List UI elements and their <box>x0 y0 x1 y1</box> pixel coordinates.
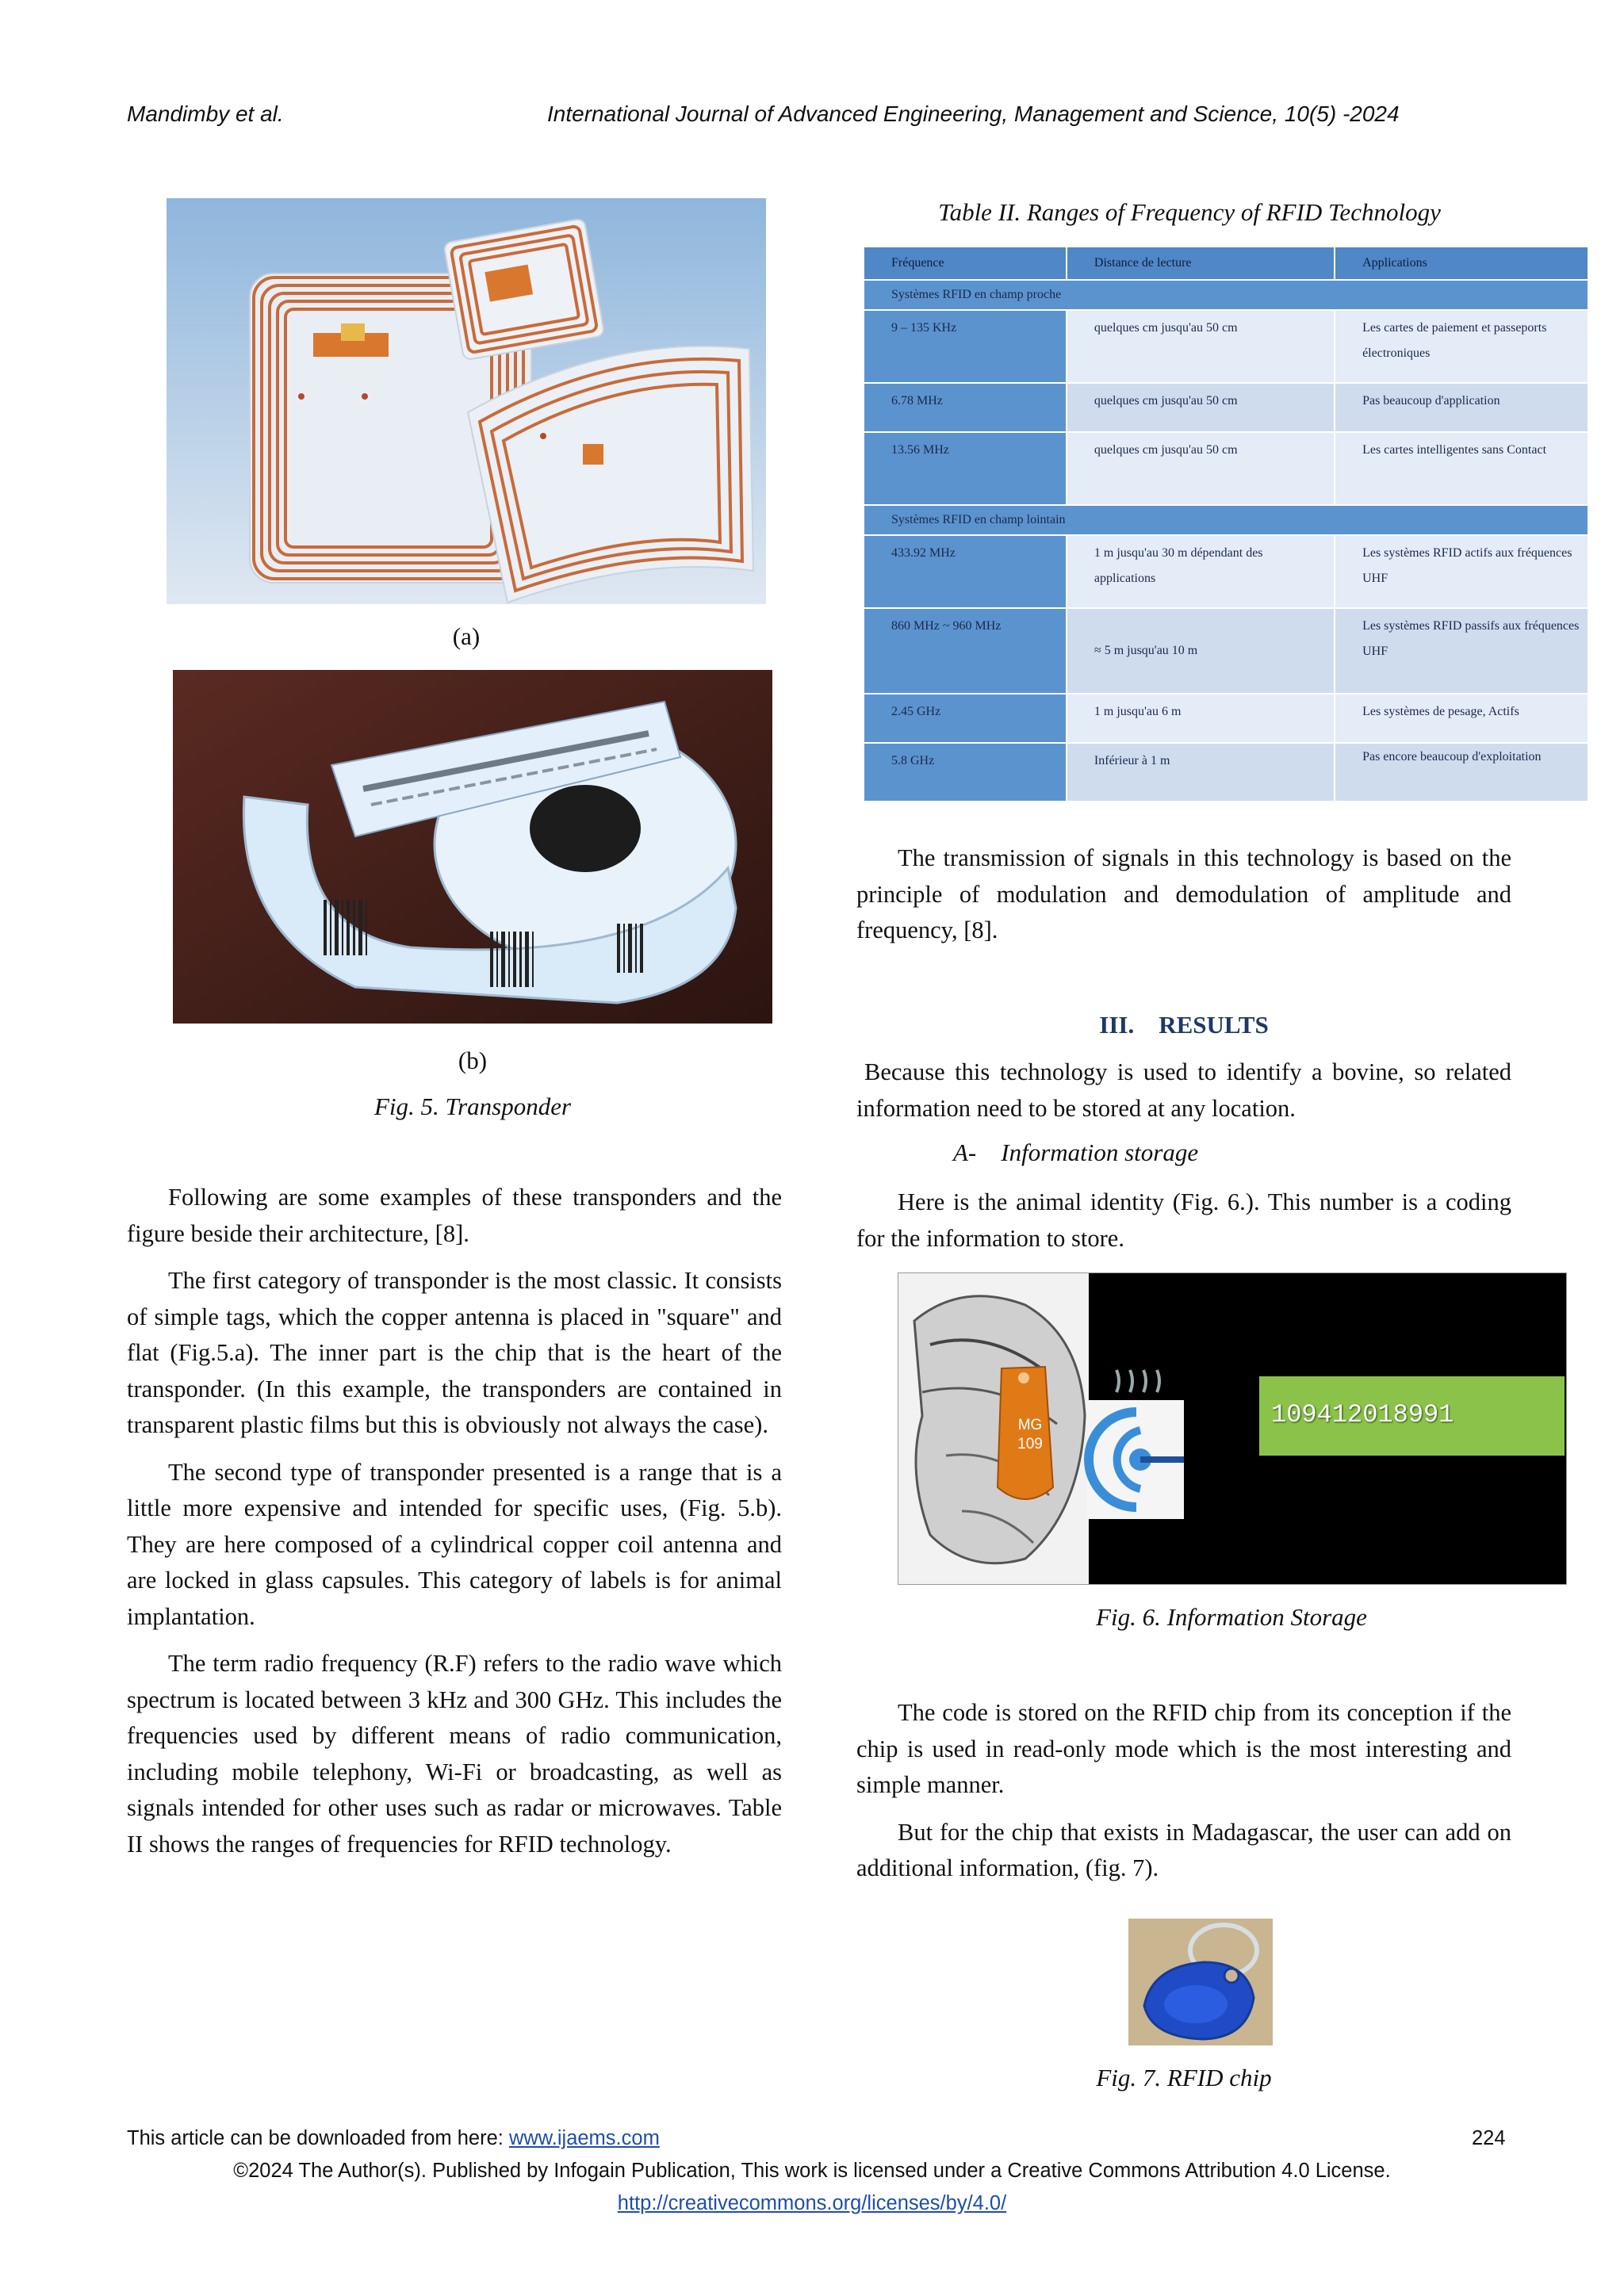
fig6-information-storage-image <box>898 1272 1567 1585</box>
table-cell: Les systèmes de pesage, Actifs <box>1335 694 1588 743</box>
table-row <box>864 694 1588 743</box>
table-cell: 860 MHz ~ 960 MHz <box>864 608 1067 694</box>
footer-download-link[interactable]: www.ijaems.com <box>508 2127 660 2149</box>
table-header-distance: Distance de lecture <box>1067 247 1335 280</box>
table-header-applications: Applications <box>1335 247 1588 280</box>
right-body-text-4 <box>856 1695 1511 1898</box>
table-section-row <box>864 280 1588 310</box>
table-cell: quelques cm jusqu'au 50 cm <box>1067 383 1335 432</box>
table-cell: Les cartes intelligentes sans Contact <box>1335 432 1588 505</box>
paragraph-animal-identity: Here is the animal identity (Fig. 6.). This number is a coding for the information to store. <box>856 1188 1511 1252</box>
fig5b-rfid-label-roll-image <box>173 670 772 1024</box>
footer-download-text: This article can be downloaded from here: <box>127 2127 504 2149</box>
running-header-journal: International Journal of Advanced Engineering, Management and Science, 10(5) -2024 <box>547 101 1400 126</box>
table-cell: 2.45 GHz <box>864 694 1067 743</box>
table-cell: ≈ 5 m jusqu'au 10 m <box>1067 608 1335 694</box>
fig5a-rfid-tags-image <box>167 198 766 604</box>
table-section-near-field: Systèmes RFID en champ proche <box>864 280 1588 310</box>
table-cell: 433.92 MHz <box>864 535 1067 608</box>
fig5-caption: Fig. 5. Transponder <box>373 1093 572 1120</box>
table-cell: Les cartes de paiement et passeports électroniques <box>1335 310 1588 383</box>
paragraph-first-category: The first category of transponder is the most classic. It consists of simple tags, which the copper antenna is placed in "square" and flat (Fig.5.a). The inner part is the chip that is the heart of the transponder. (In this example, the transponders are contained in transparent plastic films but this is obviously not always the case). <box>127 1267 782 1438</box>
table-cell: 1 m jusqu'au 6 m <box>1067 694 1335 743</box>
right-body-text-1 <box>856 840 1511 960</box>
table-header-frequency: Fréquence <box>864 247 1067 280</box>
ear-tag-line1: MG <box>1017 1417 1043 1433</box>
footer-license-link[interactable]: http://creativecommons.org/licenses/by/4.0/ <box>617 2192 1007 2214</box>
fig6-caption: Fig. 6. Information Storage <box>1096 1603 1367 1631</box>
table-row <box>864 383 1588 432</box>
table-row <box>864 432 1588 505</box>
left-body-text <box>127 1180 782 1873</box>
table-row <box>864 310 1588 383</box>
subheading-information-storage: A- Information storage <box>953 1138 1199 1166</box>
paragraph-results: Because this technology is used to identify a bovine, so related information need to be stored at any location. <box>856 1058 1511 1122</box>
table-cell: Les systèmes RFID passifs aux fréquences UHF <box>1335 608 1588 694</box>
table-row <box>864 535 1588 608</box>
table-row <box>864 743 1588 802</box>
table-section-row <box>864 505 1588 535</box>
paragraph-second-type: The second type of transponder presented is a range that is a little more expensive and intended for specific uses, (Fig. 5.b). They are here composed of a cylindrical copper coil antenna and are locked in glass capsules. This category of labels is for animal implantation. <box>127 1458 782 1630</box>
animal-id-number: 109412018991 <box>1271 1400 1454 1429</box>
footer-download <box>127 2127 660 2150</box>
footer-license: ©2024 The Author(s). Published by Infogain Publication, This work is licensed under a Creative Commons Attribution 4.0 License. <box>233 2160 1391 2182</box>
page-number: 224 <box>1472 2127 1506 2149</box>
table-cell: Pas encore beaucoup d'exploitation <box>1335 743 1588 802</box>
table-cell: 13.56 MHz <box>864 432 1067 505</box>
table-section-far-field: Systèmes RFID en champ lointain <box>864 505 1588 535</box>
table-header-row <box>864 247 1588 280</box>
table2-caption: Table II. Ranges of Frequency of RFID Technology <box>938 198 1441 226</box>
table-cell: quelques cm jusqu'au 50 cm <box>1067 310 1335 383</box>
table-cell: 1 m jusqu'au 30 m dépendant des applications <box>1067 535 1335 608</box>
ear-tag-text <box>1010 1416 1050 1454</box>
paragraph-radio-frequency: The term radio frequency (R.F) refers to the radio wave which spectrum is located between 3 kHz and 300 GHz. This includes the frequencies used by different means of radio communication, including mobile telephony, Wi-Fi or broadcasting, as well as signals intended for other uses such as radar or microwaves. Table II shows the ranges of frequencies for RFID technology. <box>127 1650 782 1858</box>
running-header-authors: Mandimby et al. <box>127 101 284 126</box>
right-body-text-2 <box>856 1054 1511 1138</box>
right-body-text-3 <box>856 1184 1511 1268</box>
footer-license-link-wrap <box>0 2192 1624 2215</box>
fig5b-label: (b) <box>458 1047 488 1074</box>
table-cell: 6.78 MHz <box>864 383 1067 432</box>
table-cell: 5.8 GHz <box>864 743 1067 802</box>
table-cell: Pas beaucoup d'application <box>1335 383 1588 432</box>
table-cell: Les systèmes RFID actifs aux fréquences UHF <box>1335 535 1588 608</box>
table-cell: 9 – 135 KHz <box>864 310 1067 383</box>
table-cell: Inférieur à 1 m <box>1067 743 1335 802</box>
paragraph-transmission: The transmission of signals in this technology is based on the principle of modulation and demodulation of amplitude and frequency, [8]. <box>856 844 1511 943</box>
fig7-rfid-keyfob-image <box>1128 1919 1273 2045</box>
paragraph-madagascar: But for the chip that exists in Madagascar, the user can add on additional information, (fig. 7). <box>856 1818 1511 1881</box>
ear-tag-line2: 109 <box>1017 1436 1043 1452</box>
paragraph-code-stored: The code is stored on the RFID chip from its conception if the chip is used in read-only mode which is the most interesting and simple manner. <box>856 1699 1511 1798</box>
table-cell: quelques cm jusqu'au 50 cm <box>1067 432 1335 505</box>
table-row <box>864 608 1588 694</box>
section-heading-results: III. RESULTS <box>1099 1011 1269 1039</box>
fig7-caption: Fig. 7. RFID chip <box>1096 2064 1272 2091</box>
rfid-frequency-table <box>863 246 1589 802</box>
paragraph-transponder-examples: Following are some examples of these transponders and the figure beside their architecture, [8]. <box>127 1184 782 1247</box>
fig5a-label: (a) <box>452 622 481 650</box>
